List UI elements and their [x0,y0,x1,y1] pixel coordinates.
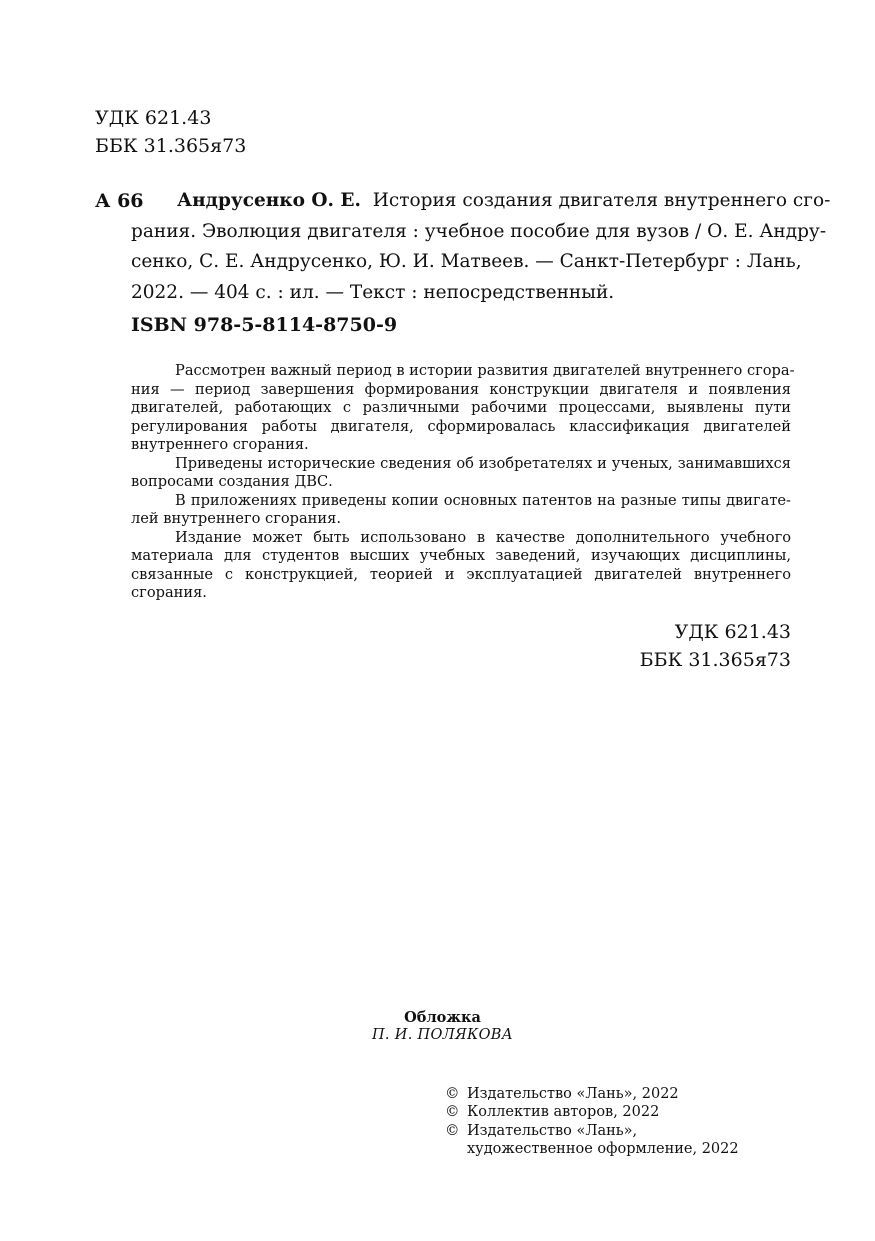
record-line: 2022. — 404 с. : ил. — Текст : непосредственный. [131,281,615,303]
cover-label: Обложка [404,1009,481,1026]
annotation [131,362,795,603]
annotation-line: сгорания. [131,584,207,601]
bbk-code-right: ББК 31.365я73 [639,649,791,671]
copyright-line: © Издательство «Лань», [445,1122,638,1139]
copyright-line: © Издательство «Лань», 2022 [445,1086,679,1102]
author-mark: А 66 [95,190,144,212]
cover-designer: П. И. ПОЛЯКОВА [371,1027,513,1043]
title-start: История создания двигателя внутреннего сго- [372,190,831,211]
annotation-line: связанные с конструкцией, теорией и эксплуатацией двигателей внутреннего [131,565,791,583]
isbn: ISBN 978-5-8114-8750-9 [131,314,398,336]
annotation-line: двигателей, работающих с различными рабочими процессами, выявлены пути [131,399,791,416]
copyright-icon: © [445,1086,460,1102]
record-line: рания. Эволюция двигателя : учебное пособие для вузов / О. Е. Андру- [131,220,827,242]
annotation-line: внутреннего сгорания. [131,436,309,453]
record-line: сенко, С. Е. Андрусенко, Ю. И. Матвеев. — Санкт-Петербург : Лань, [131,251,802,272]
annotation-line: материала для студентов высших учебных заведений, изучающих дисциплины, [131,547,791,564]
annotation-line: лей внутреннего сгорания. [131,510,341,527]
udk-code-right: УДК 621.43 [674,621,791,643]
copyright-line-continued: художественное оформление, 2022 [467,1141,739,1158]
annotation-line: вопросами создания ДВС. [131,473,333,490]
bibliographic-record [131,186,831,308]
annotation-line: Приведены исторические сведения об изобретателях и ученых, занимавшихся [175,454,791,472]
annotation-line: регулирования работы двигателя, сформировалась классификация двигателей [131,417,791,435]
annotation-line: В приложениях приведены копии основных патентов на разные типы двигате- [175,491,791,509]
record-line [131,186,831,217]
copyright-icon: © [445,1122,460,1139]
author-name: Андрусенко О. Е. [177,190,361,211]
copyright-block [445,1085,739,1159]
annotation-line: ния — период завершения формирования конструкции двигателя и появления [131,380,791,398]
udk-code: УДК 621.43 [95,107,212,129]
annotation-line: Издание может быть использовано в качестве дополнительного учебного [175,528,791,546]
copyright-line: © Коллектив авторов, 2022 [445,1104,660,1121]
annotation-line: Рассмотрен важный период в истории развития двигателей внутреннего сгора- [175,362,795,379]
bbk-code: ББК 31.365я73 [95,135,247,157]
copyright-icon: © [445,1104,460,1121]
